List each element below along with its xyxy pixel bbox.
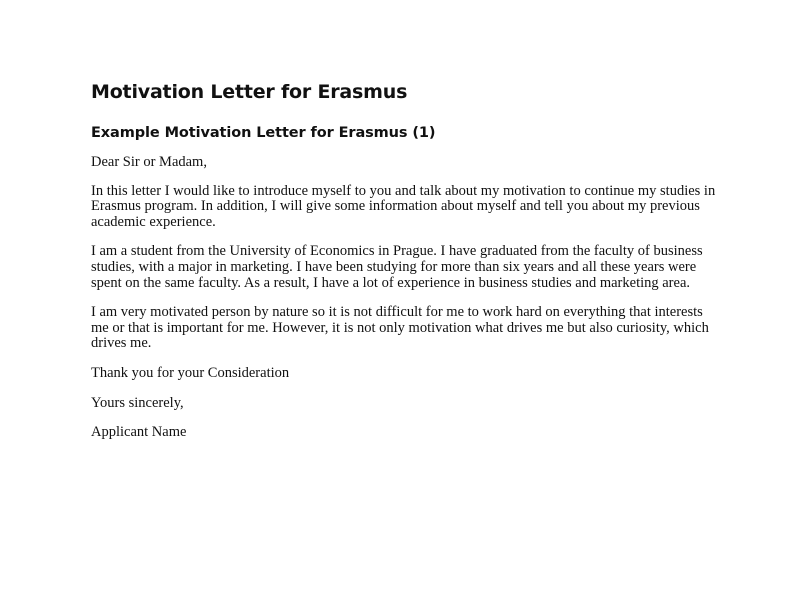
letter-document [91,78,721,441]
closing-line: Yours sincerely, [91,394,184,411]
document-title: Motivation Letter for Erasmus [91,81,408,103]
thanks-line: Thank you for your Consideration [91,364,290,381]
paragraph-motivation: I am very motivated person by nature so it is not difficult for me to work hard on everything that interests me or that is important for me. However, it is not only motivation what drives me but also curiosity, which drives me. [91,304,709,352]
paragraph-introduction: In this letter I would like to introduce myself to you and talk about my motivation to continue my studies in Erasmus program. In addition, I will give some information about myself and tell you about my previous academic experience. [91,182,716,230]
salutation: Dear Sir or Madam, [91,154,207,170]
document-subtitle: Example Motivation Letter for Erasmus (1) [91,125,436,141]
paragraph-background: I am a student from the University of Economics in Prague. I have graduated from the faculty of business studies, with a major in marketing. I have been studying for more than six years and all these years were spent on the same faculty. As a result, I have a lot of experience in business studies and marketing area. [91,243,703,291]
signature-line: Applicant Name [91,424,187,441]
